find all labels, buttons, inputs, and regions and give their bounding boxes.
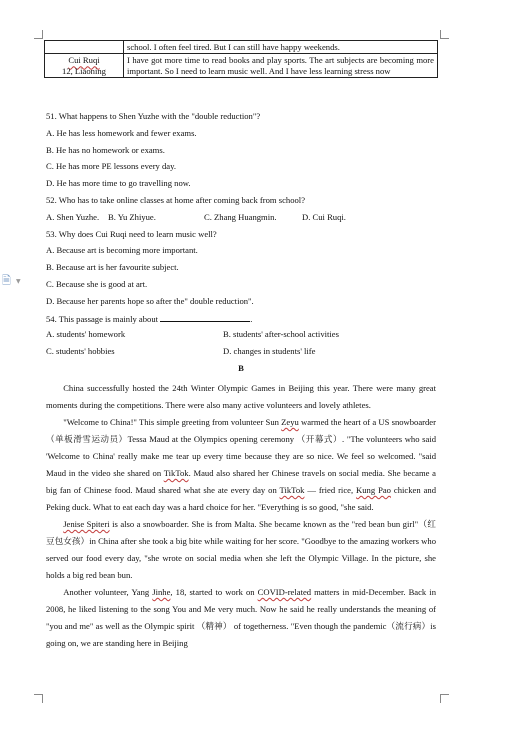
question-options-row — [46, 212, 436, 229]
text-run: , 18, started to work on — [170, 586, 258, 597]
text-run: is also a snowboarder. She is from Malta. She became known as the "red bean bun girl"（红豆包女孩）in China after she took a big bite while waiting for her score. "Goodbye to the amazing workers who served our food every day, "she wrote on social media when she left the Olympic Village. In the picture, she holds a big red bean bun. — [46, 518, 436, 580]
text-run: warmed the heart of a US snowboarder（单板滑雪运动员）Tessa Maud at the Olympics opening ceremony （开幕式）. "The volunteers who said 'Welcome to China' really make me tear up every time because they are so nice. We feel so welcomed. "said Maud in the video she shared on — [46, 416, 436, 478]
question-option: A. Shen Yuzhe. — [46, 211, 100, 222]
passage-paragraph: China successfully hosted the 24th Winter Olympic Games in Beijing this year. There were many great moments during the competitions. There were also many active volunteers and lovely athletes. — [46, 382, 436, 410]
crop-mark-top-left — [34, 30, 43, 39]
answer-blank[interactable] — [160, 313, 253, 324]
question-option: A. He has less homework and fewer exams. — [46, 127, 197, 138]
question-option: C. He has more PE lessons every day. — [46, 161, 176, 172]
question-stem-end: . — [250, 313, 253, 324]
question-stem-row — [46, 313, 436, 330]
text-run: Jenise Spiteri — [63, 518, 110, 529]
question-options-row — [46, 346, 436, 363]
question-stem: 53. Why does Cui Ruqi need to learn music well? — [46, 228, 217, 239]
text-run: TikTok — [279, 484, 305, 495]
question-stem: 52. Who has to take online classes at home after coming back from school? — [46, 194, 306, 205]
question-options-row — [46, 329, 436, 346]
text-run: Jinhe — [152, 586, 171, 597]
question-stem: 51. What happens to Shen Yuzhe with the "double reduction"? — [46, 111, 261, 121]
section-heading: B — [238, 362, 244, 373]
text-run: TikTok — [163, 467, 189, 478]
question-option: C. Because she is good at art. — [46, 278, 148, 289]
question-stem: 54. This passage is mainly about — [46, 313, 159, 324]
question-option: B. He has no homework or exams. — [46, 144, 165, 155]
question-option: C. students' hobbies — [46, 346, 115, 357]
student-name: Cui Ruqi — [68, 55, 100, 66]
table-cell-empty — [45, 41, 124, 54]
passage-paragraph — [46, 516, 436, 584]
question-option: D. He has more time to go travelling now. — [46, 178, 191, 189]
question-option: D. Because her parents hope so after the" double reduction". — [46, 295, 254, 306]
text-run: Zeyu — [281, 416, 299, 427]
passage-paragraph — [46, 584, 436, 652]
passage-paragraph — [46, 414, 436, 516]
chevron-down-icon[interactable]: ▼ — [16, 278, 21, 285]
question-option: D. Cui Ruqi. — [302, 211, 346, 222]
student-info: 12, Liaoning — [62, 65, 106, 76]
text-run: "Welcome to China!" This simple greeting from volunteer Sun — [63, 416, 282, 427]
table-row — [45, 54, 438, 78]
table-cell-text: school. I often feel tired. But I can still have happy weekends. — [124, 41, 438, 54]
responses-table — [44, 40, 438, 78]
text-run: Another volunteer, Yang — [63, 586, 153, 597]
text-run: — fried rice, — [304, 484, 357, 495]
question-option: B. Yu Zhiyue. — [108, 211, 156, 222]
question-option: D. changes in students' life — [223, 346, 316, 357]
table-cell-student — [45, 54, 124, 78]
text-run: . Maud also shared her Chinese travels on social media. She became a big fan of Chinese food. Maud shared what she ate every day on — [46, 467, 437, 495]
question-option: C. Zhang Huangmin. — [204, 211, 277, 222]
crop-mark-bottom-right — [440, 694, 449, 703]
table-cell-text: I have got more time to read books and play sports. The art subjects are becoming more important. So I need to learn music well. And I have less learning stress now — [124, 54, 438, 78]
question-option: A. Because art is becoming more important. — [46, 245, 198, 256]
question-option: A. students' homework — [46, 329, 126, 340]
text-run: matters in mid-December. Back in 2008, he liked listening to the song You and Me very much. Now he said he really understands the meaning of "you and me" as well as the Olympic spirit （精神） of togetherness. "Even though the pandemic（流行病）is going on, we are standing here in Beijing — [46, 586, 436, 648]
text-run: Kung Pao — [356, 484, 391, 495]
crop-mark-top-right — [440, 30, 449, 39]
question-option: B. students' after-school activities — [223, 329, 339, 340]
crop-mark-bottom-left — [34, 694, 43, 703]
table-row — [45, 41, 438, 54]
text-run: chicken and Peking duck. What to eat each day was a hard choice for her. "Everything is so good, "she said. — [46, 484, 436, 512]
document-icon[interactable]: 🗎 — [2, 274, 11, 287]
question-option: B. Because art is her favourite subject. — [46, 262, 179, 273]
text-run: COVID-related — [257, 586, 312, 597]
document-body — [46, 111, 436, 652]
